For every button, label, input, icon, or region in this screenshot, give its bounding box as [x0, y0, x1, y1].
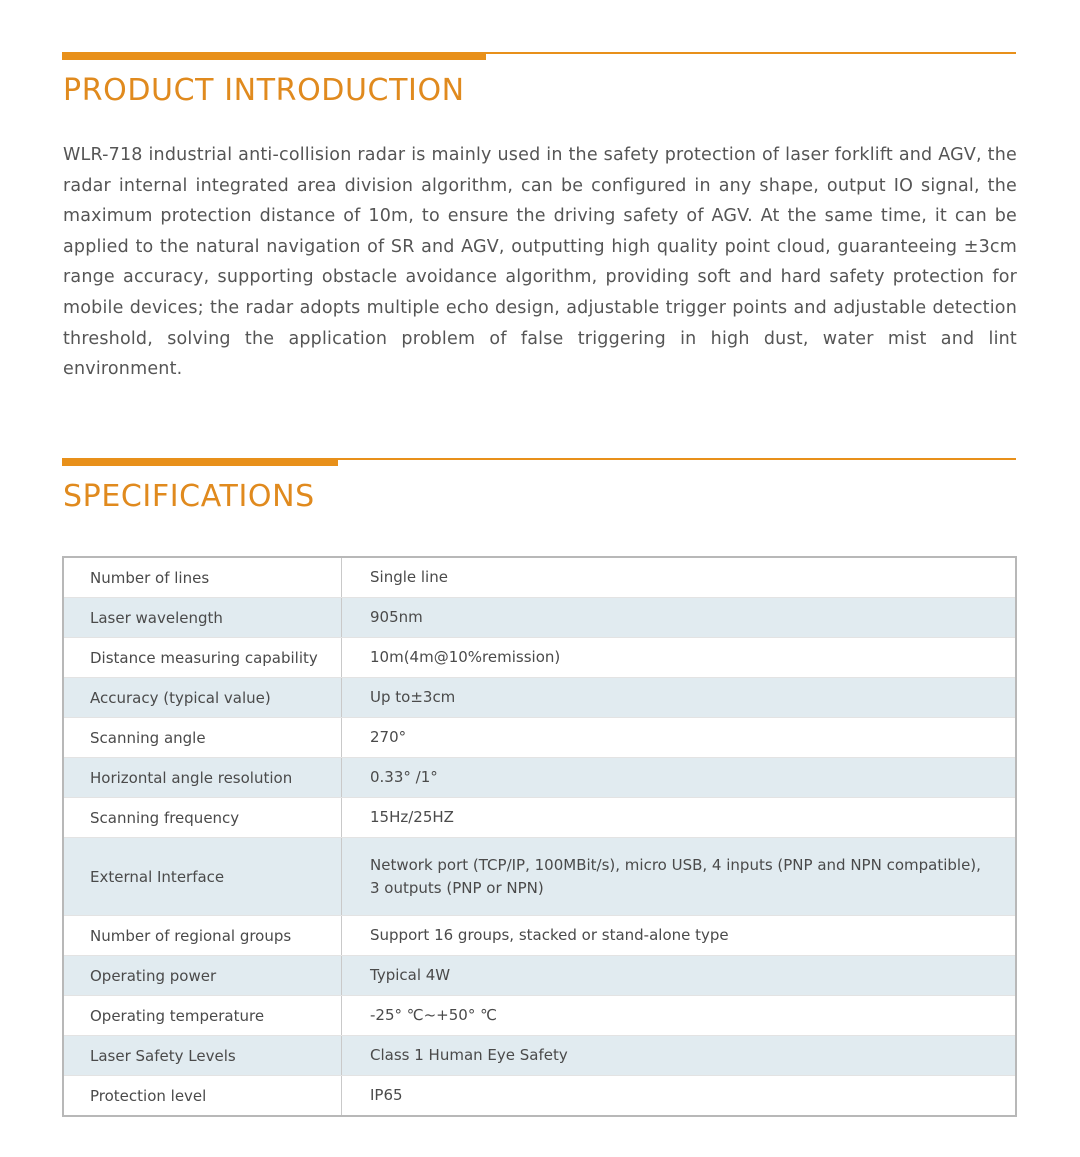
table-row — [64, 678, 1015, 718]
table-row — [64, 638, 1015, 678]
spec-value: 270° — [370, 728, 407, 746]
spec-value: -25° ℃~+50° ℃ — [370, 1006, 497, 1024]
spec-value: IP65 — [370, 1086, 403, 1104]
intro-divider — [62, 52, 1016, 60]
table-row — [64, 798, 1015, 838]
spec-label: External Interface — [64, 838, 342, 915]
spec-label: Operating temperature — [64, 996, 342, 1035]
table-row — [64, 916, 1015, 956]
intro-title: PRODUCT INTRODUCTION — [63, 73, 465, 108]
spec-value: Network port (TCP/IP, 100MBit/s), micro USB, 4 inputs (PNP and NPN compatible), 3 outputs (PNP or NPN) — [370, 855, 981, 897]
spec-label: Number of regional groups — [64, 916, 342, 955]
spec-label: Protection level — [64, 1076, 342, 1115]
spec-label: Laser Safety Levels — [64, 1036, 342, 1075]
spec-label: Distance measuring capability — [64, 638, 342, 677]
specs-divider — [62, 458, 1016, 466]
specs-divider-bar — [62, 458, 338, 466]
spec-value: Single line — [370, 568, 448, 586]
table-row — [64, 838, 1015, 916]
table-row — [64, 598, 1015, 638]
spec-label: Operating power — [64, 956, 342, 995]
spec-value: 0.33° /1° — [370, 768, 438, 786]
table-row — [64, 996, 1015, 1036]
spec-label: Laser wavelength — [64, 598, 342, 637]
intro-body: WLR-718 industrial anti-collision radar is mainly used in the safety protection of laser forklift and AGV, the radar internal integrated area division algorithm, can be configured in any shape, output IO signal, the maximum protection distance of 10m, to ensure the driving safety of AGV. At the same time, it can be applied to the natural navigation of SR and AGV, outputting high quality point cloud, guaranteeing ±3cm range accuracy, supporting obstacle avoidance algorithm, providing soft and hard safety protection for mobile devices; the radar adopts multiple echo design, adjustable trigger points and adjustable detection threshold, solving the application problem of false triggering in high dust, water mist and lint environment. — [63, 145, 1017, 380]
table-row — [64, 558, 1015, 598]
table-row — [64, 718, 1015, 758]
spec-value: 10m(4m@10%remission) — [370, 648, 561, 666]
spec-value: Up to±3cm — [370, 688, 456, 706]
specs-title: SPECIFICATIONS — [63, 479, 315, 514]
spec-label: Horizontal angle resolution — [64, 758, 342, 797]
spec-value: Class 1 Human Eye Safety — [370, 1046, 568, 1064]
spec-value: 905nm — [370, 608, 423, 626]
spec-label: Scanning frequency — [64, 798, 342, 837]
spec-value: Support 16 groups, stacked or stand-alone type — [370, 926, 729, 944]
spec-label: Accuracy (typical value) — [64, 678, 342, 717]
spec-value: Typical 4W — [370, 966, 451, 984]
spec-label: Scanning angle — [64, 718, 342, 757]
table-row — [64, 1036, 1015, 1076]
table-row — [64, 1076, 1015, 1115]
specifications-table — [62, 556, 1017, 1117]
table-row — [64, 956, 1015, 996]
intro-divider-bar — [62, 52, 486, 60]
spec-label: Number of lines — [64, 558, 342, 597]
spec-value: 15Hz/25HZ — [370, 808, 454, 826]
table-row — [64, 758, 1015, 798]
